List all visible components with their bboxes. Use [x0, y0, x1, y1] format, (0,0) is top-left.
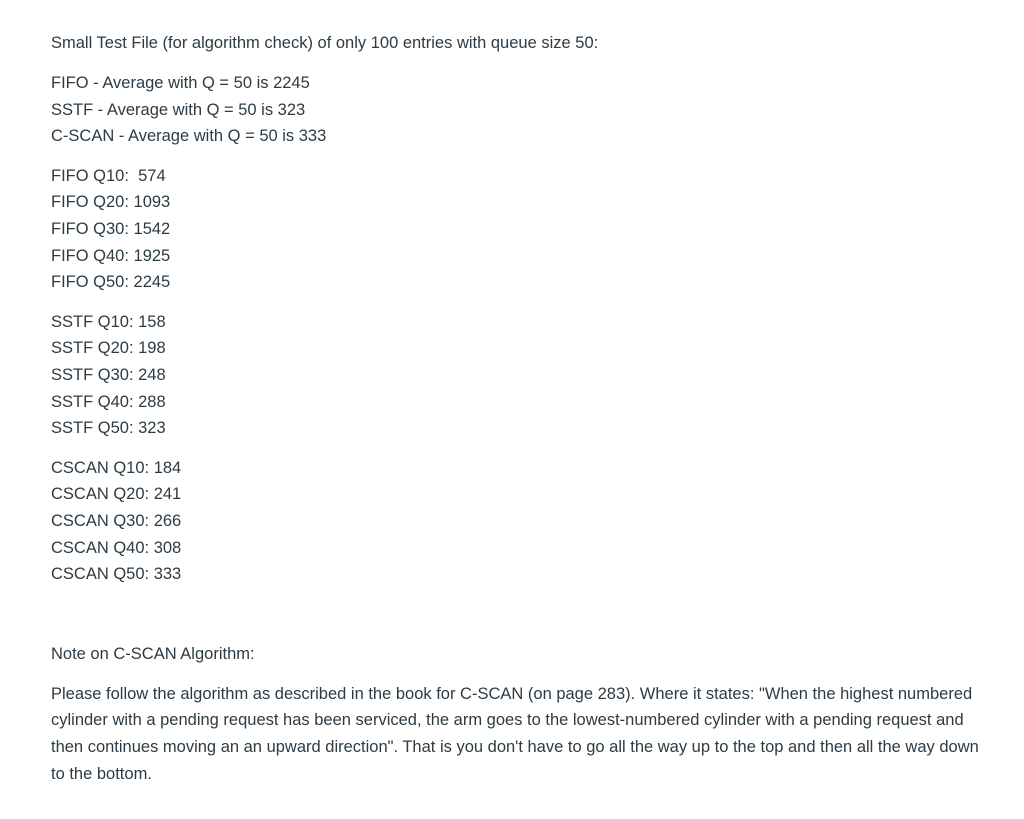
- cscan-q20: CSCAN Q20: 241: [51, 485, 182, 504]
- summary-cscan: C-SCAN - Average with Q = 50 is 333: [51, 127, 327, 146]
- note-title: Note on C-SCAN Algorithm:: [51, 644, 255, 663]
- cscan-q10: CSCAN Q10: 184: [51, 458, 182, 477]
- summary-fifo: FIFO - Average with Q = 50 is 2245: [51, 74, 310, 92]
- sstf-q20: SSTF Q20: 198: [51, 339, 166, 358]
- fifo-q30: FIFO Q30: 1542: [51, 219, 171, 238]
- summary-sstf: SSTF - Average with Q = 50 is 323: [51, 100, 306, 119]
- average-summary: [51, 70, 981, 150]
- sstf-q50: SSTF Q50: 323: [51, 419, 166, 438]
- intro-text: Small Test File (for algorithm check) of only 100 entries with queue size 50:: [51, 34, 599, 52]
- sstf-results: [51, 309, 981, 442]
- cscan-results: [51, 455, 981, 588]
- fifo-results: [51, 163, 981, 296]
- cscan-q40: CSCAN Q40: 308: [51, 538, 182, 557]
- note-body: Please follow the algorithm as described in the book for C-SCAN (on page 283). Where it states: "When the highest numbered cylinder with a pending request has been serviced, the arm goes to the lowest-numbered cylinder with a pending request and then continues moving an an upward direction". That is you don't have to go all the way up to the top and then all the way down to the bottom.: [51, 684, 979, 783]
- fifo-q40: FIFO Q40: 1925: [51, 246, 171, 265]
- document-content: [51, 30, 981, 788]
- sstf-q30: SSTF Q30: 248: [51, 365, 166, 384]
- sstf-q40: SSTF Q40: 288: [51, 392, 166, 411]
- fifo-q20: FIFO Q20: 1093: [51, 193, 171, 212]
- cscan-q50: CSCAN Q50: 333: [51, 565, 182, 584]
- fifo-q50: FIFO Q50: 2245: [51, 273, 171, 292]
- sstf-q10: SSTF Q10: 158: [51, 312, 166, 331]
- cscan-q30: CSCAN Q30: 266: [51, 511, 182, 530]
- fifo-q10: FIFO Q10: 574: [51, 166, 166, 185]
